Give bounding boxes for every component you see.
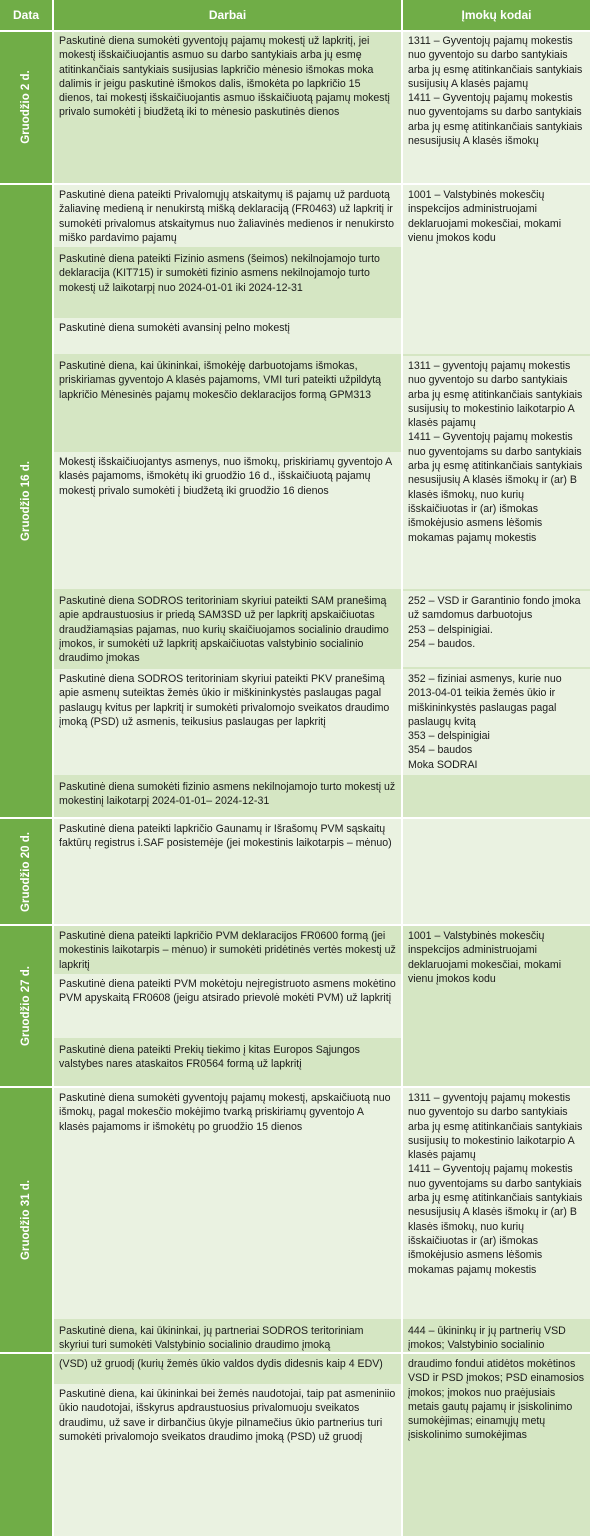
- work-row: Paskutinė diena sumokėti avansinį pelno mokestį: [54, 318, 401, 354]
- code-cell: 1001 – Valstybinės mokesčių inspekcijos administruojami deklaruojami mokesčiai, mokami vienu įmokos kodu: [403, 926, 590, 1086]
- code-cell: 352 – fiziniai asmenys, kurie nuo 2013-04-01 teikia žemės ūkio ir miškininkystės paslaugas pagal paslaugų kvitą 353 – delspinigiai 354 – baudos Moka SODRAI: [403, 669, 590, 775]
- work-row: Paskutinė diena pateikti Privalomųjų atskaitymų iš pajamų už parduotą žaliavinę medieną ir nenukirstą mišką deklaraciją (FR0463) už lapkritį ir sumokėti privalomus atskaitymus nuo žaliavinės medienos ir nenukirsto miško pardavimo pajamų: [54, 185, 401, 247]
- header-works: Darbai: [54, 0, 401, 30]
- code-cell: 1311 – Gyventojų pajamų mokestis nuo gyventojo su darbo santykiais arba jų esmę atitinkančiais santykiais susijusių A klasės pajamų 1411 – Gyventojų pajamų mokestis nuo gyventojams su darbo santykiais arba jų esmę atitinkančiais santykiais nesusijusių A klasės išmokų: [403, 31, 590, 183]
- code-cell: 252 – VSD ir Garantinio fondo įmoka už samdomus darbuotojus 253 – delspinigiai. 254 – baudos.: [403, 591, 590, 667]
- code-cell: 1311 – gyventojų pajamų mokestis nuo gyventojo su darbo santykiais arba jų esmę atitinkančiais santykiais susijusių to mokestinio laikotarpio A klasės pajamų 1411 – Gyventojų pajamų mokestis nuo gyventojams su darbo santykiais arba jų esmę atitinkančiais santykiais nesusijusių A klasės išmokų ir (ar) B klasės išmokų, nuo kurių išskaičiuotas ir (ar) išmokas išmokėjusio asmens lėšomis mokamas pajamų mokestis: [403, 1088, 590, 1319]
- date-label: Gruodžio 31 d.: [20, 1180, 32, 1260]
- date-cell-dec-2: [0, 31, 52, 183]
- work-row: Paskutinė diena, kai ūkininkai, jų partneriai SODROS teritoriniam skyriui turi sumokėti Valstybinio socialinio draudimo įmoką: [54, 1321, 401, 1352]
- header-date: Data: [0, 0, 52, 30]
- section-divider: [0, 817, 590, 819]
- section-divider: [0, 1086, 590, 1088]
- code-cell: 1001 – Valstybinės mokesčių inspekcijos administruojami deklaruojami mokesčiai, mokami vienu įmokos kodu: [403, 185, 590, 354]
- code-cell-empty: [403, 819, 590, 924]
- date-label: Gruodžio 27 d.: [20, 966, 32, 1046]
- work-row: Paskutinė diena sumokėti gyventojų pajamų mokestį už lapkritį, jei mokestį išskaičiuojantis asmuo su darbo santykiais arba jų esmę atitinkančiais santykiais susijusias lapkričio mėnesio išmokas moka dalimis ir jeigu paskutinė išmokos dalis, išmokėta po lapkričio 15 dienos, tai mokestį išskaičiuojantis asmuo išskaičiuotą pajamų mokestį privalo sumokėti į biudžetą iki to mėnesio paskutinės dienos: [54, 31, 401, 183]
- column-divider: [401, 0, 403, 1536]
- work-row: Paskutinė diena pateikti PVM mokėtoju neįregistruoto asmens mokėtino PVM apyskaitą FR0608 (jeigu atsirado prievolė mokėti PVM) už lapkritį: [54, 974, 401, 1038]
- date-cell-dec-16: [0, 185, 52, 817]
- work-row: Paskutinė diena SODROS teritoriniam skyriui pateikti PKV pranešimą apie asmenų suteiktas žemės ūkio ir miškininkystės paslaugas pagal paslaugų kvitus per lapkritį ir sumokėti privalomojo sveikatos draudimo įmoką (PSD) už asmenis, teikusius paslaugas per lapkritį: [54, 669, 401, 775]
- code-cell: 444 – ūkininkų ir jų partnerių VSD įmokos; Valstybinio socialinio: [403, 1321, 590, 1352]
- work-row: Paskutinė diena pateikti Fizinio asmens (šeimos) nekilnojamojo turto deklaracija (KIT715) ir sumokėti fizinio asmens nekilnojamojo turto mokestį už laikotarpį nuo 2024-01-01 iki 2024-12-31: [54, 249, 401, 316]
- date-label: Gruodžio 16 d.: [20, 461, 32, 541]
- code-cell-empty: [403, 777, 590, 817]
- date-cell-dec-27: [0, 926, 52, 1086]
- work-row: Paskutinė diena sumokėti gyventojų pajamų mokestį, apskaičiuotą nuo išmokų, pagal mokesčio mokėjimo tvarką priskiriamų gyventojo A klasės pajamoms ir išmokėtų po gruodžio 15 dienos: [54, 1088, 401, 1319]
- date-label: Gruodžio 2 d.: [20, 70, 32, 144]
- work-row: Paskutinė diena sumokėti fizinio asmens nekilnojamojo turto mokestį už mokestinį laikotarpį 2024-01-01– 2024-12-31: [54, 777, 401, 817]
- work-row: Paskutinė diena, kai ūkininkai bei žemės naudotojai, taip pat asmeniniio ūkio naudotojai, išskyrus apdraustuosius privalomuoju sveikatos draudimu, už save ir dirbančius ūkyje pilnamečius ūkio partnerius turi sumokėti privalomojo sveikatos draudimo įmoką (PSD) už gruodį: [54, 1384, 401, 1536]
- code-cell: 1311 – gyventojų pajamų mokestis nuo gyventojo su darbo santykiais arba jų esmę atitinkančiais santykiais susijusių to mokestinio laikotarpio A klasės pajamų 1411 – Gyventojų pajamų mokestis nuo gyventojams su darbo santykiais arba jų esmę atitinkančiais santykiais nesusijusių A klasės išmokų ir (ar) B klasės išmokų, nuo kurių išskaičiuotas ir (ar) išmokas išmokėjusio asmens lėšomis mokamas pajamų mokestis: [403, 356, 590, 589]
- code-cell: draudimo fondui atidėtos mokėtinos VSD ir PSD įmokos; PSD einamosios įmokos; įmokos nuo praėjusiais metais gautų pajamų ir įsiskolinimo sumokėjimas; einamųjų metų įsiskolinimo sumokėjimas: [403, 1354, 590, 1536]
- header-codes: Įmokų kodai: [403, 0, 590, 30]
- work-row: Paskutinė diena pateikti Prekių tiekimo į kitas Europos Sąjungos valstybes nares ataskaitos FR0564 formą už lapkritį: [54, 1040, 401, 1086]
- section-divider: [0, 183, 590, 185]
- date-cell-empty: [0, 1354, 52, 1536]
- work-row: Paskutinė diena pateikti lapkričio PVM deklaracijos FR0600 formą (jei mokestinis laikotarpis – mėnuo) ir sumokėti pridėtinės vertės mokestį už lapkritį: [54, 926, 401, 972]
- work-row: Paskutinė diena, kai ūkininkai, išmokėję darbuotojams išmokas, priskiriamas gyventojo A klasės pajamoms, VMI turi pateikti užpildytą lapkričio Mėnesinės pajamų mokesčio deklaracijos formą GPM313: [54, 356, 401, 450]
- work-row: Paskutinė diena SODROS teritoriniam skyriui pateikti SAM pranešimą apie apdraustuosius ir priedą SAM3SD už per lapkritį apskaičiuotas draudžiamąsias pajamas, nuo kurių skaičiuojamos socialinio draudimo įmokos, ir sumokėti už lapkritį apskaičiuotas valstybinio socialinio draudimo įmokas: [54, 591, 401, 667]
- date-label: Gruodžio 20 d.: [20, 831, 32, 912]
- column-divider: [52, 0, 54, 1536]
- section-divider: [0, 1352, 590, 1354]
- work-row: Paskutinė diena pateikti lapkričio Gaunamų ir Išrašomų PVM sąskaitų faktūrų registrus i.SAF posistemėje (jei mokestinis laikotarpis – mėnuo): [54, 819, 401, 924]
- header-divider: [0, 30, 590, 32]
- date-cell-dec-31: [0, 1088, 52, 1352]
- date-cell-dec-20: [0, 819, 52, 924]
- section-divider: [0, 924, 590, 926]
- work-row: (VSD) už gruodį (kurių žemės ūkio valdos dydis didesnis kaip 4 EDV): [54, 1354, 401, 1382]
- work-row: Mokestį išskaičiuojantys asmenys, nuo išmokų, priskiriamų gyventojo A klasės pajamoms, išmokėtų iki gruodžio 16 d., išskaičiuotą pajamų mokestį privalo sumokėti į biudžetą iki gruodžio 16 dienos: [54, 452, 401, 589]
